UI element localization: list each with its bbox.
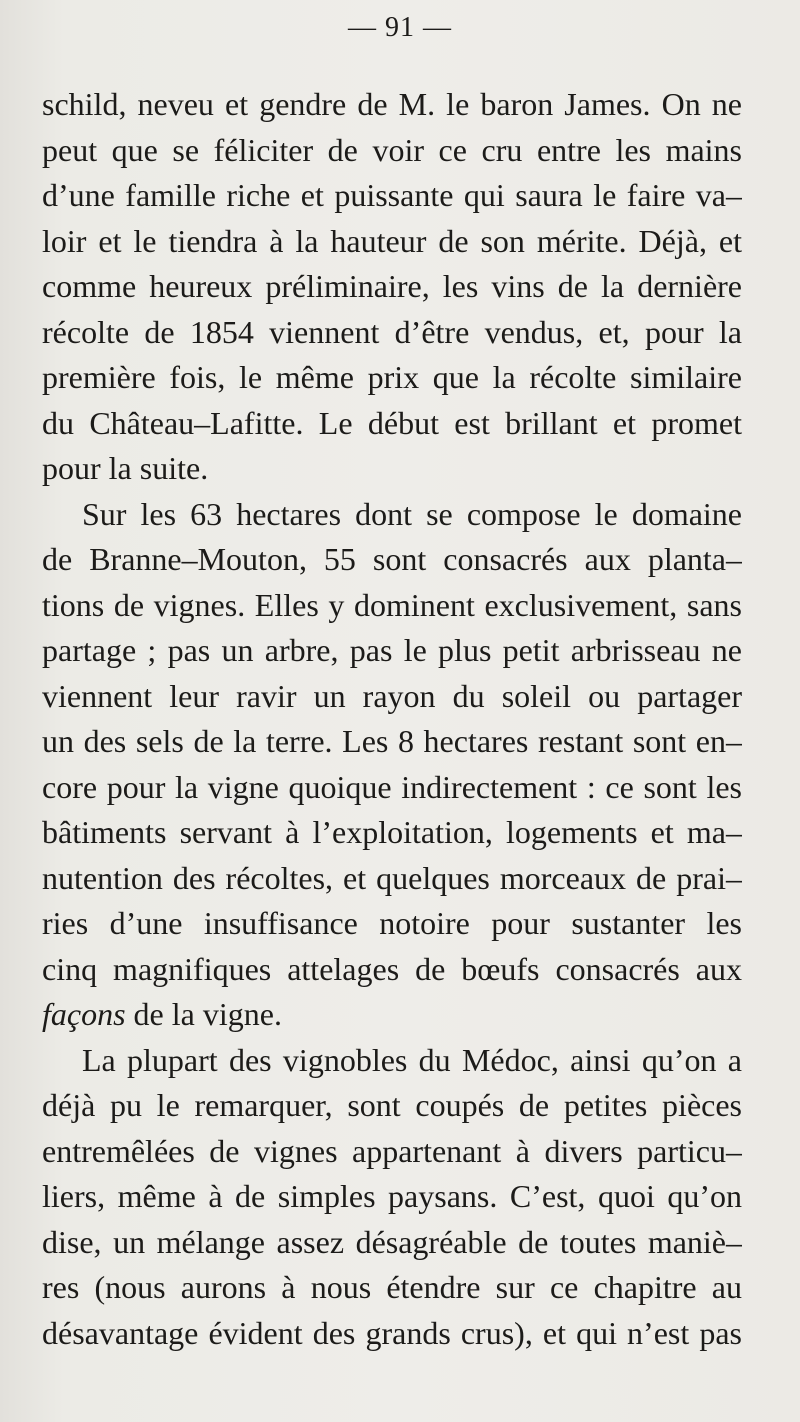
page-body	[42, 82, 742, 1356]
text-line: un des sels de la terre. Les 8 hectares restant sont en–	[42, 723, 742, 759]
text-line: core pour la vigne quoique indirectement : ce sont les	[42, 768, 742, 805]
text-line: déjà pu le remarquer, sont coupés de petites pièces	[42, 1087, 742, 1123]
text-line: dise, un mélange assez désagréable de toutes maniè–	[42, 1223, 742, 1260]
paragraph-start-line: Sur les 63 hectares dont se compose le domaine	[82, 495, 742, 532]
text-line: du Château–Lafitte. Le début est brillant et promet	[42, 404, 742, 441]
text-line: tions de vignes. Elles y dominent exclusivement, sans	[42, 586, 742, 623]
text-line: loir et le tiendra à la hauteur de son mérite. Déjà, et	[42, 222, 742, 259]
text-line: liers, même à de simples paysans. C’est, quoi qu’on	[42, 1178, 742, 1214]
text-line: cinq magnifiques attelages de bœufs consacrés aux	[42, 950, 742, 987]
text-line: schild, neveu et gendre de M. le baron James. On ne	[42, 86, 742, 122]
text-line: première fois, le même prix que la récolte similaire	[42, 359, 742, 395]
text-line: viennent leur ravir un rayon du soleil ou partager	[42, 677, 742, 714]
text-line: récolte de 1854 viennent d’être vendus, et, pour la	[42, 313, 742, 350]
text-line: de Branne–Mouton, 55 sont consacrés aux planta–	[42, 541, 742, 577]
text-line: peut que se féliciter de voir ce cru entre les mains	[42, 131, 742, 168]
text-line: entremêlées de vignes appartenant à divers particu–	[42, 1132, 742, 1169]
text-line: bâtiments servant à l’exploitation, logements et ma–	[42, 814, 742, 850]
text-line: d’une famille riche et puissante qui saura le faire va–	[42, 177, 742, 213]
page-number: — 91 —	[348, 12, 452, 43]
italic-word: façons	[42, 996, 126, 1032]
text-line: res (nous aurons à nous étendre sur ce chapitre au	[42, 1269, 742, 1305]
paragraph-end-line: pour la suite.	[42, 450, 209, 486]
paragraph-end-line	[42, 992, 742, 1038]
line-remainder: de la vigne.	[133, 996, 282, 1032]
text-line: partage ; pas un arbre, pas le plus petit arbrisseau ne	[42, 632, 742, 668]
text-line: comme heureux préliminaire, les vins de la dernière	[42, 268, 742, 304]
text-line: ries d’une insuffisance notoire pour sustanter les	[42, 905, 742, 941]
text-line: nutention des récoltes, et quelques morceaux de prai–	[42, 859, 742, 896]
paragraph-start-line: La plupart des vignobles du Médoc, ainsi qu’on a	[82, 1041, 742, 1078]
text-line: désavantage évident des grands crus), et qui n’est pas	[42, 1314, 742, 1351]
